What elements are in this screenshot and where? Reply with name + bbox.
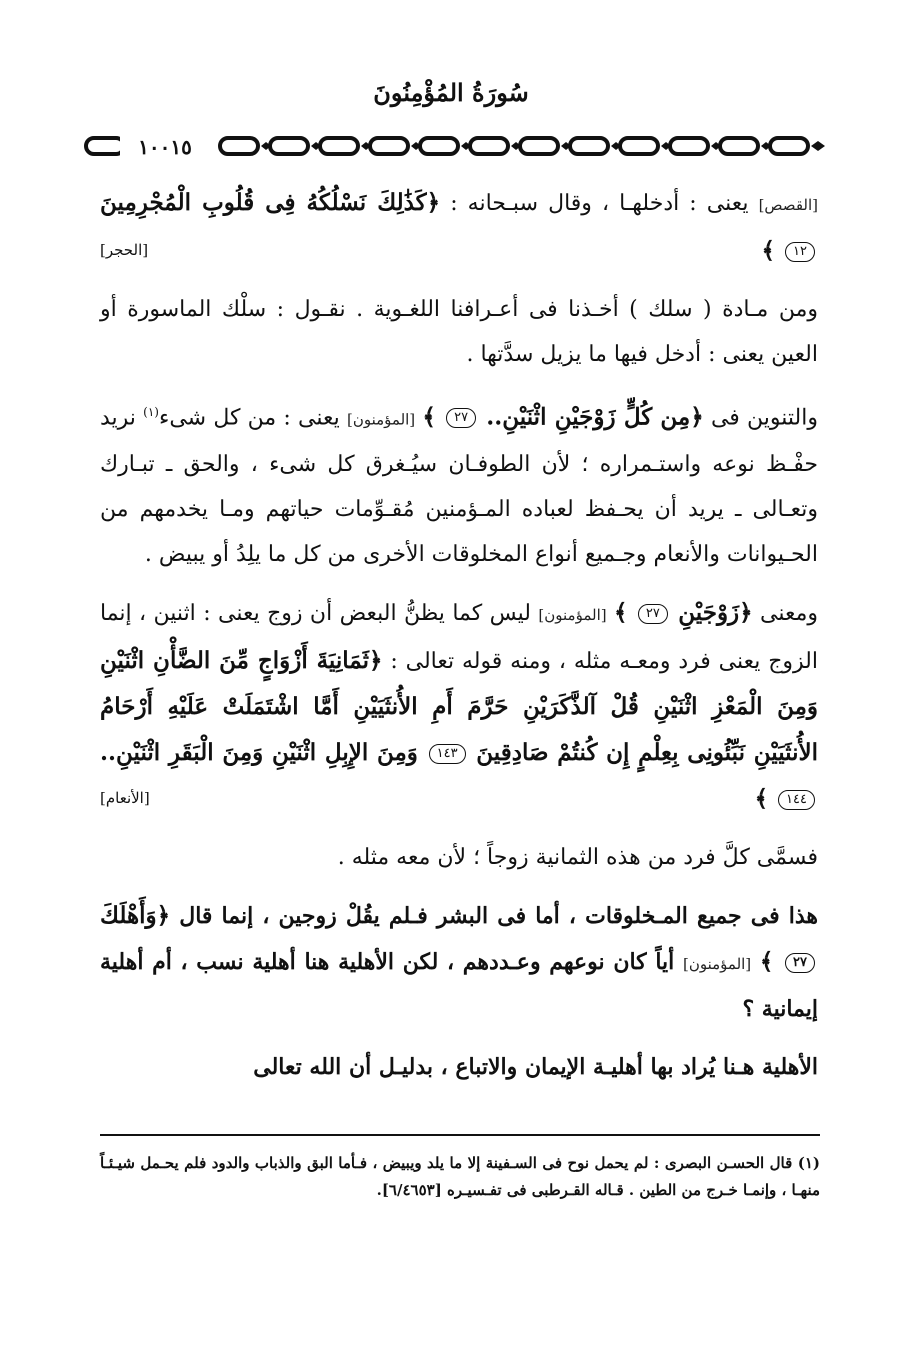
footnote-marker: (١) [143, 405, 159, 419]
citation-qasas: [القصص] [758, 196, 818, 214]
quran-close-bracket: ﴾ [614, 599, 628, 627]
quran-close-bracket: ﴾ [422, 403, 436, 431]
main-text [100, 180, 818, 1103]
paragraph-6-text-1: هذا فى جميع المـخلوقات ، أما فى البشر فـلم يقُلْ زوجين ، إنما قال [179, 903, 818, 930]
paragraph-7: الأهلية هـنا يُراد بها أهليـة الإيمان والاتباع ، بدليـل أن الله تعالى [253, 1054, 818, 1081]
citation-hijr: [الحجر] [100, 241, 149, 259]
surah-title: سُورَةُ المُؤْمِنُونَ [373, 78, 529, 107]
paragraph-2: ومن مـادة ( سلك ) أخـذنا فى أعـرافنا اللغـوية . نقـول : سلْك الماسورة أو العين يعنى : أدخل فيها ما يزيل سدَّتها . [100, 297, 818, 367]
quran-verse-hijr: ﴿كَذَٰلِكَ نَسْلُكُهُ فِى قُلُوبِ الْمُجْرِمِينَ [100, 189, 441, 216]
footnote [100, 1150, 820, 1204]
paragraph-4 [100, 590, 818, 822]
quran-word-ahlak: ﴿وَأَهْلَكَ [100, 902, 171, 930]
footnote-number: (١) [797, 1154, 820, 1172]
verse-number: ٢٧ [446, 408, 476, 428]
citation-anam: [الأنعام] [100, 789, 150, 808]
quran-verse-anam-144: وَمِنَ الإِبِلِ اثْنَيْنِ وَمِنَ الْبَقَرِ اثْنَيْنِ.. [100, 739, 418, 767]
page-number: ١٠٠١٥ [120, 134, 210, 160]
paragraph-6-text-2: أياً كان نوعهم وعـددهم ، لكن الأهلية هنا أهلية نسب ، أم أهلية إيمانية ؟ [100, 949, 818, 1023]
verse-number: ١٤٣ [429, 744, 466, 764]
paragraph-4-text: ليس كما يظنُّ البعض أن زوج يعنى : اثنين ، إنما الزوج يعنى فرد ومعـه مثله ، ومنه قوله تعالى : [100, 601, 819, 675]
paragraph-1 [100, 180, 818, 274]
citation-muminun: [المؤمنون] [538, 606, 607, 625]
paragraph-4-lead: ومعنى [760, 601, 819, 627]
verse-number: ٢٧ [638, 604, 668, 624]
footnote-text: قال الحسـن البصرى : لم يحمل نوح فى السـفينة إلا ما يلد ويبيض ، فـأما البق والذباب والدود فلم يحـمل شيـئـاً منهـا ، وإنمـا خـرج من الطين . قـاله القـرطبى فى تفـسيـره [٦/٤٦٥٣]. [100, 1154, 820, 1199]
citation-muminun: [المؤمنون] [682, 955, 752, 974]
quran-verse-anam-143: ﴿ثَمَانِيَةَ أَزْوَاجٍ مِّنَ الضَّأْنِ اثْنَيْنِ وَمِنَ الْمَعْزِ اثْنَيْنِ قُلْ آلذَّكَرَيْنِ حَرَّمَ أَمِ الأُنثَيَيْنِ أَمَّا اشْتَمَلَتْ عَلَيْهِ أَرْحَامُ الأُنثَيَيْنِ نَبِّئُونِى بِعِلْمٍ إِن كُنتُمْ صَادِقِينَ [100, 647, 818, 767]
quran-close-bracket: ﴾ [754, 785, 769, 813]
citation-muminun: [المؤمنون] [346, 410, 416, 429]
paragraph-5: فسمَّى كلَّ فرد من هذه الثمانية زوجاً ؛ لأن معه مثله . [337, 845, 818, 871]
paragraph-3-text: يعنى : من كل شىء [158, 405, 340, 431]
paragraph-1-text: يعنى : أدخلهـا ، وقال سبـحانه : [450, 191, 749, 216]
paragraph-3 [100, 390, 818, 577]
quran-close-bracket: ﴾ [761, 237, 776, 264]
verse-number: ١٤٤ [778, 790, 815, 810]
footnote-divider [100, 1134, 820, 1136]
verse-number: ٢٧ [785, 953, 815, 973]
paragraph-6 [100, 893, 818, 1032]
quran-verse-pairs: ﴿مِن كُلٍّ زَوْجَيْنِ اثْنَيْنِ.. [486, 403, 704, 431]
paragraph-3-lead: والتنوين فى [710, 405, 818, 431]
quran-word-zawjayn: ﴿زَوْجَيْنِ [678, 599, 753, 627]
verse-number: ١٢ [785, 242, 815, 262]
paragraph-3-rest: نريد حفْـظ نوعه واستـمراره ؛ لأن الطوفـان سيُـغرق كل شىء ، والحق ـ تبـارك وتعـالى ـ يريد أن يحـفظ لعباده المـؤمنين مُقـوِّمات حياتهم ومـا يخدمهم من الحـيوانات والأنعام وجـميع أنواع المخلوقات الأخرى من كل ما يلِدُ أو يبيض . [100, 405, 818, 568]
quran-close-bracket: ﴾ [759, 948, 774, 976]
